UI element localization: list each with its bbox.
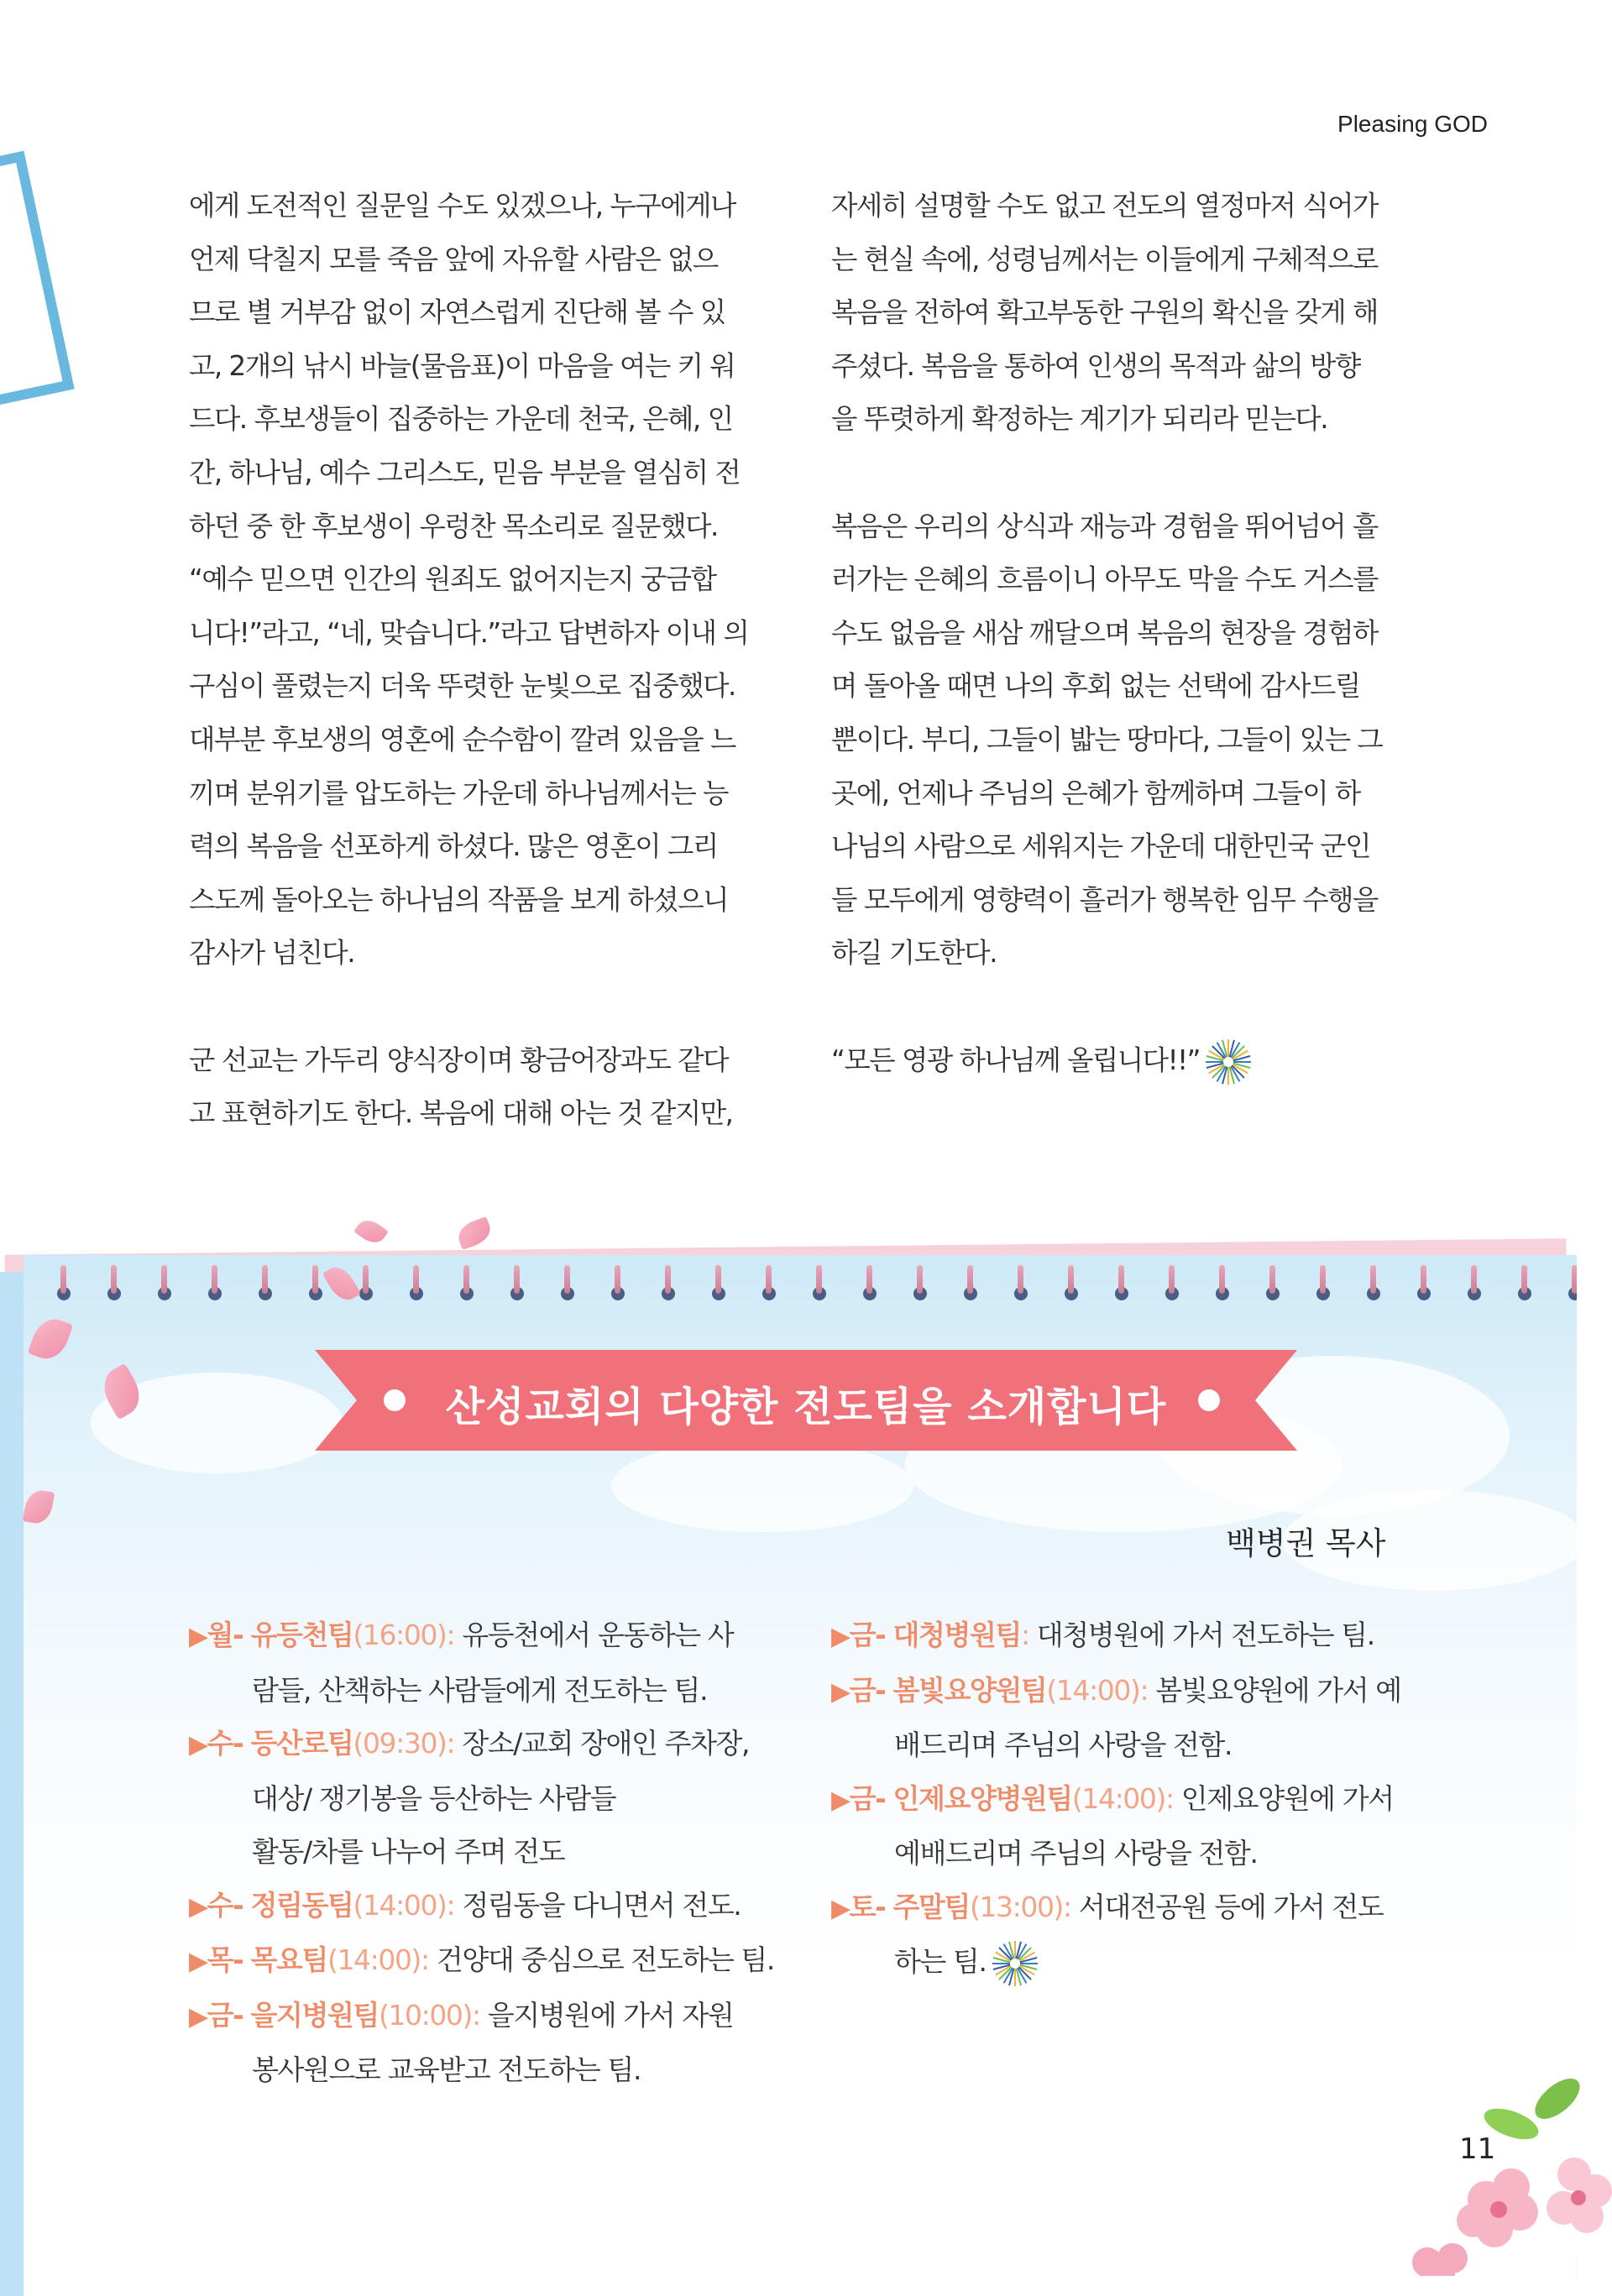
team-day: 수- [207,1727,243,1760]
team-day: 목- [207,1943,243,1976]
team-description: 하는 팀. [831,1935,1401,1989]
team-time: (16:00): [353,1619,455,1651]
team-day: 금- [849,1673,886,1707]
bullet-arrow-icon: ▶ [831,1785,850,1815]
spiral-ring-icon [962,1265,979,1302]
team-entry [189,1879,774,1934]
team-description: 장소/교회 장애인 주차장, [462,1727,750,1760]
team-day: 금- [849,1619,886,1651]
spiral-ring-icon [1567,1265,1577,1302]
author-name: 백병권 목사 [1226,1525,1386,1561]
spiral-ring-icon [1365,1265,1382,1302]
team-description: 대상/ 쟁기봉을 등산하는 사람들 [252,1781,616,1815]
team-name: 을지병원팀 [250,1998,379,2032]
article-line: 끼며 분위기를 압도하는 가운데 하나님께서는 능 [189,777,729,809]
article-line: 들 모두에게 영향력이 흘러가 행복한 임무 수행을 [831,883,1378,916]
article-line: 주셨다. 복음을 통하여 인생의 목적과 삶의 방향 [831,349,1360,382]
spiral-ring-icon [1214,1265,1231,1302]
article-line: 드다. 후보생들이 집중하는 가운데 천국, 은혜, 인 [189,403,733,436]
article-line: “모든 영광 하나님께 올립니다!!” [831,1034,1423,1088]
spiral-ring-icon [55,1265,72,1302]
spiral-ring-icon [1416,1265,1432,1302]
spiral-ring-icon [1315,1265,1332,1302]
spiral-ring-icon [610,1265,626,1302]
article-line: 하던 중 한 후보생이 우렁찬 목소리로 질문했다. [189,510,718,542]
spiral-ring-icon [1466,1265,1483,1302]
article-line: 감사가 넘친다. [189,937,355,970]
petal-icon [454,1216,494,1250]
spiral-ring-icon [358,1265,374,1302]
decorative-frame [0,151,75,412]
spiral-ring-icon [207,1265,223,1302]
team-day: 금- [849,1781,886,1815]
bullet-arrow-icon: ▶ [189,1891,207,1922]
article-line: 러가는 은혜의 흐름이니 아무도 막을 수도 거스를 [831,563,1378,596]
article-line: 므로 별 거부감 없이 자연스럽게 진단해 볼 수 있 [189,296,725,329]
spiral-ring-icon [1013,1265,1029,1302]
team-time: (14:00): [353,1888,455,1922]
spiral-ring-icon [458,1265,475,1302]
team-time: : [1020,1619,1029,1651]
article-left-column [189,180,781,1141]
team-time: (10:00): [378,1998,480,2032]
article-line: 에게 도전적인 질문일 수도 있겠으나, 누구에게나 [189,190,735,222]
bullet-arrow-icon: ▶ [189,1947,207,1976]
team-description: 건양대 중심으로 전도하는 팀. [436,1943,774,1976]
article-line: 복음을 전하여 확고부동한 구원의 확신을 갖게 해 [831,296,1378,329]
team-entry [189,1989,774,2097]
team-description: 인제요양원에 가서 [1180,1781,1394,1815]
team-entry [189,1933,774,1989]
magazine-section-label: Pleasing GOD [1337,111,1488,137]
spiral-ring-icon [307,1265,324,1302]
team-day: 수- [207,1888,243,1922]
team-list-right [831,1608,1401,1989]
article-line: 복음은 우리의 상식과 재능과 경험을 뛰어넘어 흘 [831,510,1378,542]
article-line: 니다!”라고, “네, 맞습니다.”라고 답변하자 이내 의 [189,616,749,649]
team-name: 봄빛요양원팀 [892,1673,1047,1707]
team-entry [189,1608,774,1717]
team-entry [831,1664,1401,1772]
spiral-ring-icon [1164,1265,1180,1302]
article-line: 곳에, 언제나 주님의 은혜가 함께하며 그들이 하 [831,777,1360,809]
team-name: 목요팀 [250,1943,327,1976]
team-name: 인제요양병원팀 [892,1781,1072,1815]
article-right-column [831,180,1423,1087]
team-name: 주말팀 [892,1890,970,1923]
bullet-arrow-icon: ▶ [831,1893,850,1923]
spiral-ring-icon [1516,1265,1533,1302]
spiral-ring-icon [912,1265,929,1302]
team-entry [831,1608,1401,1664]
spiral-ring-icon [660,1265,677,1302]
spiral-ring-icon [559,1265,576,1302]
team-description: 배드리며 주님의 사랑을 전함. [894,1729,1233,1761]
team-description: 예배드리며 주님의 사랑을 전함. [894,1837,1258,1870]
article-line: 나님의 사람으로 세워지는 가운데 대한민국 군인 [831,830,1371,863]
article-line: 자세히 설명할 수도 없고 전도의 열정마저 식어가 [831,190,1378,222]
team-name: 유등천팀 [250,1619,353,1651]
article-line: 대부분 후보생의 영혼에 순수함이 깔려 있음을 느 [189,723,735,756]
article-line: 하길 기도한다. [831,937,997,970]
team-description: 람들, 산책하는 사람들에게 전도하는 팀. [252,1673,708,1707]
team-day: 토- [849,1890,886,1923]
team-description: 을지병원에 가서 자원 [487,1998,734,2032]
article-line: 뿐이다. 부디, 그들이 밟는 땅마다, 그들이 있는 그 [831,723,1383,756]
bullet-arrow-icon: ▶ [189,1730,207,1760]
spiral-ring-icon [861,1265,878,1302]
article-line [831,981,1423,1034]
spiral-ring-icon [1264,1265,1281,1302]
team-description: 봉사원으로 교육받고 전도하는 팀. [252,2053,641,2086]
bullet-arrow-icon: ▶ [189,1622,207,1651]
team-description: 유등천에서 운동하는 사 [462,1619,734,1651]
team-time: (09:30): [353,1727,455,1760]
article-line: 구심이 풀렸는지 더욱 뚜렷한 눈빛으로 집중했다. [189,670,735,703]
spiral-ring-icon [1113,1265,1130,1302]
article-line: 력의 복음을 선포하게 하셨다. 많은 영혼이 그리 [189,830,718,863]
article-line: 을 뚜렷하게 확정하는 계기가 되리라 믿는다. [831,403,1328,436]
team-time: (14:00): [1046,1673,1149,1707]
article-line: 스도께 돌아오는 하나님의 작품을 보게 하셨으니 [189,883,729,916]
article-line: 간, 하나님, 예수 그리스도, 믿음 부분을 열심히 전 [189,456,741,489]
firework-burst-icon [990,1938,1040,1989]
team-name: 대청병원팀 [892,1619,1021,1651]
spiral-ring-icon [106,1265,123,1302]
team-time: (13:00): [969,1890,1071,1923]
article-line [831,447,1423,500]
article-line: 고 표현하기도 한다. 복음에 대해 아는 것 같지만, [189,1097,733,1130]
article-line: 며 돌아올 때면 나의 후회 없는 선택에 감사드릴 [831,670,1360,703]
team-description: 서대전공원 등에 가서 전도 [1078,1890,1384,1923]
article-line: 언제 닥칠지 모를 죽음 앞에 자유할 사람은 없으 [189,243,718,275]
team-name: 정림동팀 [250,1888,353,1922]
team-name: 등산로팀 [250,1727,353,1760]
team-description: 봄빛요양원에 가서 예 [1155,1673,1401,1707]
spiral-ring-icon [710,1265,727,1302]
team-entry [189,1717,774,1879]
page-number: 11 [1459,2132,1496,2166]
team-time: (14:00): [1071,1781,1174,1815]
firework-burst-icon [1203,1037,1253,1087]
article-line: 는 현실 속에, 성령님께서는 이들에게 구체적으로 [831,243,1378,275]
team-list-left [189,1608,774,2097]
spiral-ring-icon [811,1265,828,1302]
spiral-ring-icon [257,1265,274,1302]
team-time: (14:00): [327,1943,429,1976]
spiral-ring-icon [761,1265,777,1302]
article-line: 군 선교는 가두리 양식장이며 황금어장과도 같다 [189,1043,729,1076]
team-description: 정림동을 다니면서 전도. [462,1888,741,1922]
spiral-ring-icon [156,1265,173,1302]
spiral-ring-icon [509,1265,526,1302]
article-line: “예수 믿으면 인간의 원죄도 없어지는지 궁금합 [189,563,716,596]
article-line [189,981,781,1034]
section-title-banner [315,1335,1297,1451]
team-day: 금- [207,1998,243,2032]
petal-icon [353,1215,389,1247]
bullet-arrow-icon: ▶ [831,1622,850,1651]
team-entry [831,1880,1401,1989]
team-description: 대청병원에 가서 전도하는 팀. [1036,1619,1374,1651]
team-entry [831,1772,1401,1880]
article-line: 고, 2개의 낚시 바늘(물음표)이 마음을 여는 키 워 [189,349,735,382]
bullet-arrow-icon: ▶ [189,2001,207,2032]
spiral-ring-icon [1063,1265,1080,1302]
team-description: 활동/차를 나누어 주며 전도 [252,1835,565,1868]
bullet-arrow-icon: ▶ [831,1676,850,1707]
spiral-ring-icon [408,1265,425,1302]
article-line: 수도 없음을 새삼 깨달으며 복음의 현장을 경험하 [831,616,1378,649]
team-day: 월- [207,1619,243,1651]
cherry-blossom-icon [1377,2065,1612,2276]
banner-title: 산성교회의 다양한 전도팀을 소개합니다 [445,1383,1167,1430]
